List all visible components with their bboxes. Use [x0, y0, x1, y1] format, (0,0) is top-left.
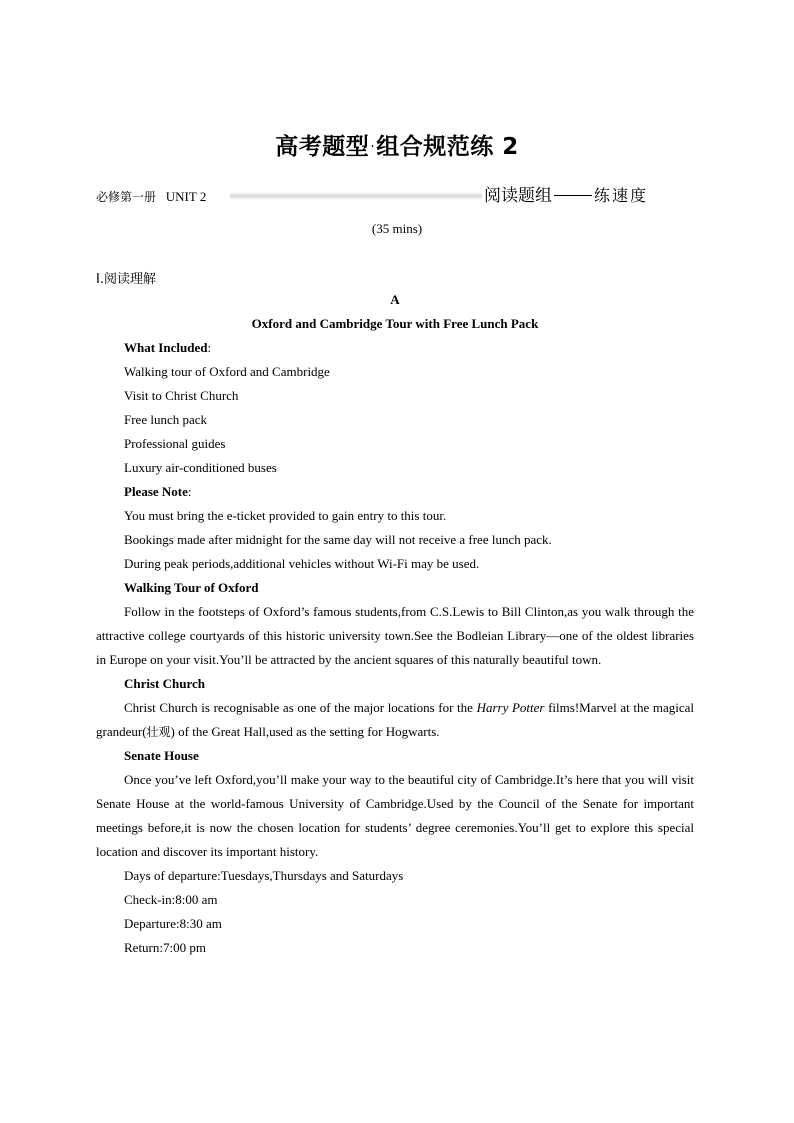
- schedule-item: Days of departure:Tuesdays,Thursdays and Saturdays: [124, 868, 404, 883]
- christ-church-paragraph: [96, 696, 694, 744]
- title-part-1: 高考题型: [275, 134, 370, 160]
- reading-group-heading: [484, 181, 648, 206]
- note-item: Bookings made after midnight for the same day will not receive a free lunch pack.: [124, 532, 552, 547]
- included-heading: What Included: [124, 340, 208, 355]
- oxford-heading: Walking Tour of Oxford: [124, 580, 259, 595]
- unit-info: [96, 188, 206, 205]
- time-limit: (35 mins): [371, 221, 423, 236]
- included-item: Visit to Christ Church: [124, 388, 239, 403]
- title-part-2: 组合规范练 2: [376, 134, 519, 160]
- passage: A Oxford and Cambridge Tour with Free Lunch Pack What Included: Walking tour of Oxford and Cambridge Visit to Christ Church Free lunch pack Professional guides Luxury air-conditioned buses Please Note: You must bring the e-ticket provided to gain entry to this tour. Bookings made after midnight for the same day will not receive a free lunch pack. During peak periods,additional vehicles without Wi-Fi may be used. Walking Tour of Oxford Follow in the footsteps of Oxford’s famous students,from C.S.Lewis to Bill Clinton,as you walk through the attractive college courtyards of this historic university town.See the Bodleian Library—one of the oldest libraries in Europe on your visit.You’ll be attracted by the ancient squares of this naturally beautiful town. Christ Church Christ Church is recognisable as one of the major locations for the Harry Potter films!Marvel at the magical grandeur(壮观) of the Great Hall,used as the setting for Hogwarts. Senate House Once you’ve left Oxford,you’ll make your way to the beautiful city of Cambridge.It’s here that you will visit Senate House at the world-famous University of Cambridge.Used by the Council of the Senate for important meetings before,it is now the chosen location for students’ degree ceremonies.You’ll get to explore this special location and discover its important history. Days of departure:Tuesdays,Thursdays and Saturdays Check-in:8:00 am Departure:8:30 am Return:7:00 pm: [96, 288, 694, 960]
- christ-text-b: films!Marvel at the magical grandeur(: [96, 700, 694, 739]
- christ-church-heading: Christ Church: [124, 676, 206, 691]
- included-item: Walking tour of Oxford and Cambridge: [124, 364, 330, 379]
- chinese-gloss: 壮观: [146, 725, 171, 739]
- senate-house-heading: Senate House: [124, 748, 199, 763]
- schedule-item: Return:7:00 pm: [124, 940, 206, 955]
- heading-rule: [554, 195, 592, 196]
- unit-label: UNIT 2: [165, 189, 207, 204]
- unit-line: [96, 181, 716, 207]
- included-item: Luxury air-conditioned buses: [124, 460, 277, 475]
- christ-text-c: ) of the Great Hall,used as the setting for Hogwarts.: [170, 724, 440, 739]
- included-item: Free lunch pack: [124, 412, 208, 427]
- title-dot: ·: [370, 139, 376, 155]
- book-label: 必修第一册: [96, 190, 157, 204]
- note-item: You must bring the e-ticket provided to gain entry to this tour.: [124, 508, 447, 523]
- decorative-bar: [230, 192, 482, 200]
- passage-letter: A: [390, 292, 400, 307]
- page-title: [0, 128, 794, 161]
- included-item: Professional guides: [124, 436, 226, 451]
- film-title: Harry Potter: [476, 700, 545, 715]
- practice-speed-label: 练速度: [594, 186, 649, 205]
- reading-group-label: 阅读题组: [484, 186, 552, 206]
- note-heading: Please Note: [124, 484, 188, 499]
- note-item: During peak periods,additional vehicles without Wi-Fi may be used.: [124, 556, 480, 571]
- schedule-item: Check-in:8:00 am: [124, 892, 218, 907]
- oxford-paragraph: Follow in the footsteps of Oxford’s famous students,from C.S.Lewis to Bill Clinton,as you walk through the attractive college courtyards of this historic university town.See the Bodleian Library—one of the oldest libraries in Europe on your visit.You’ll be attracted by the ancient squares of this naturally beautiful town.: [96, 604, 694, 667]
- section-heading: Ⅰ.阅读理解: [96, 272, 156, 287]
- christ-text-a: Christ Church is recognisable as one of the major locations for the: [124, 700, 477, 715]
- passage-title: Oxford and Cambridge Tour with Free Lunch Pack: [251, 316, 539, 331]
- senate-house-paragraph: Once you’ve left Oxford,you’ll make your way to the beautiful city of Cambridge.It’s here that you will visit Senate House at the world-famous University of Cambridge.Used by the Council of the Senate for important meetings before,it is now the chosen location for students’ degree ceremonies.You’ll get to explore this special location and discover its important history.: [96, 772, 694, 859]
- schedule-item: Departure:8:30 am: [124, 916, 222, 931]
